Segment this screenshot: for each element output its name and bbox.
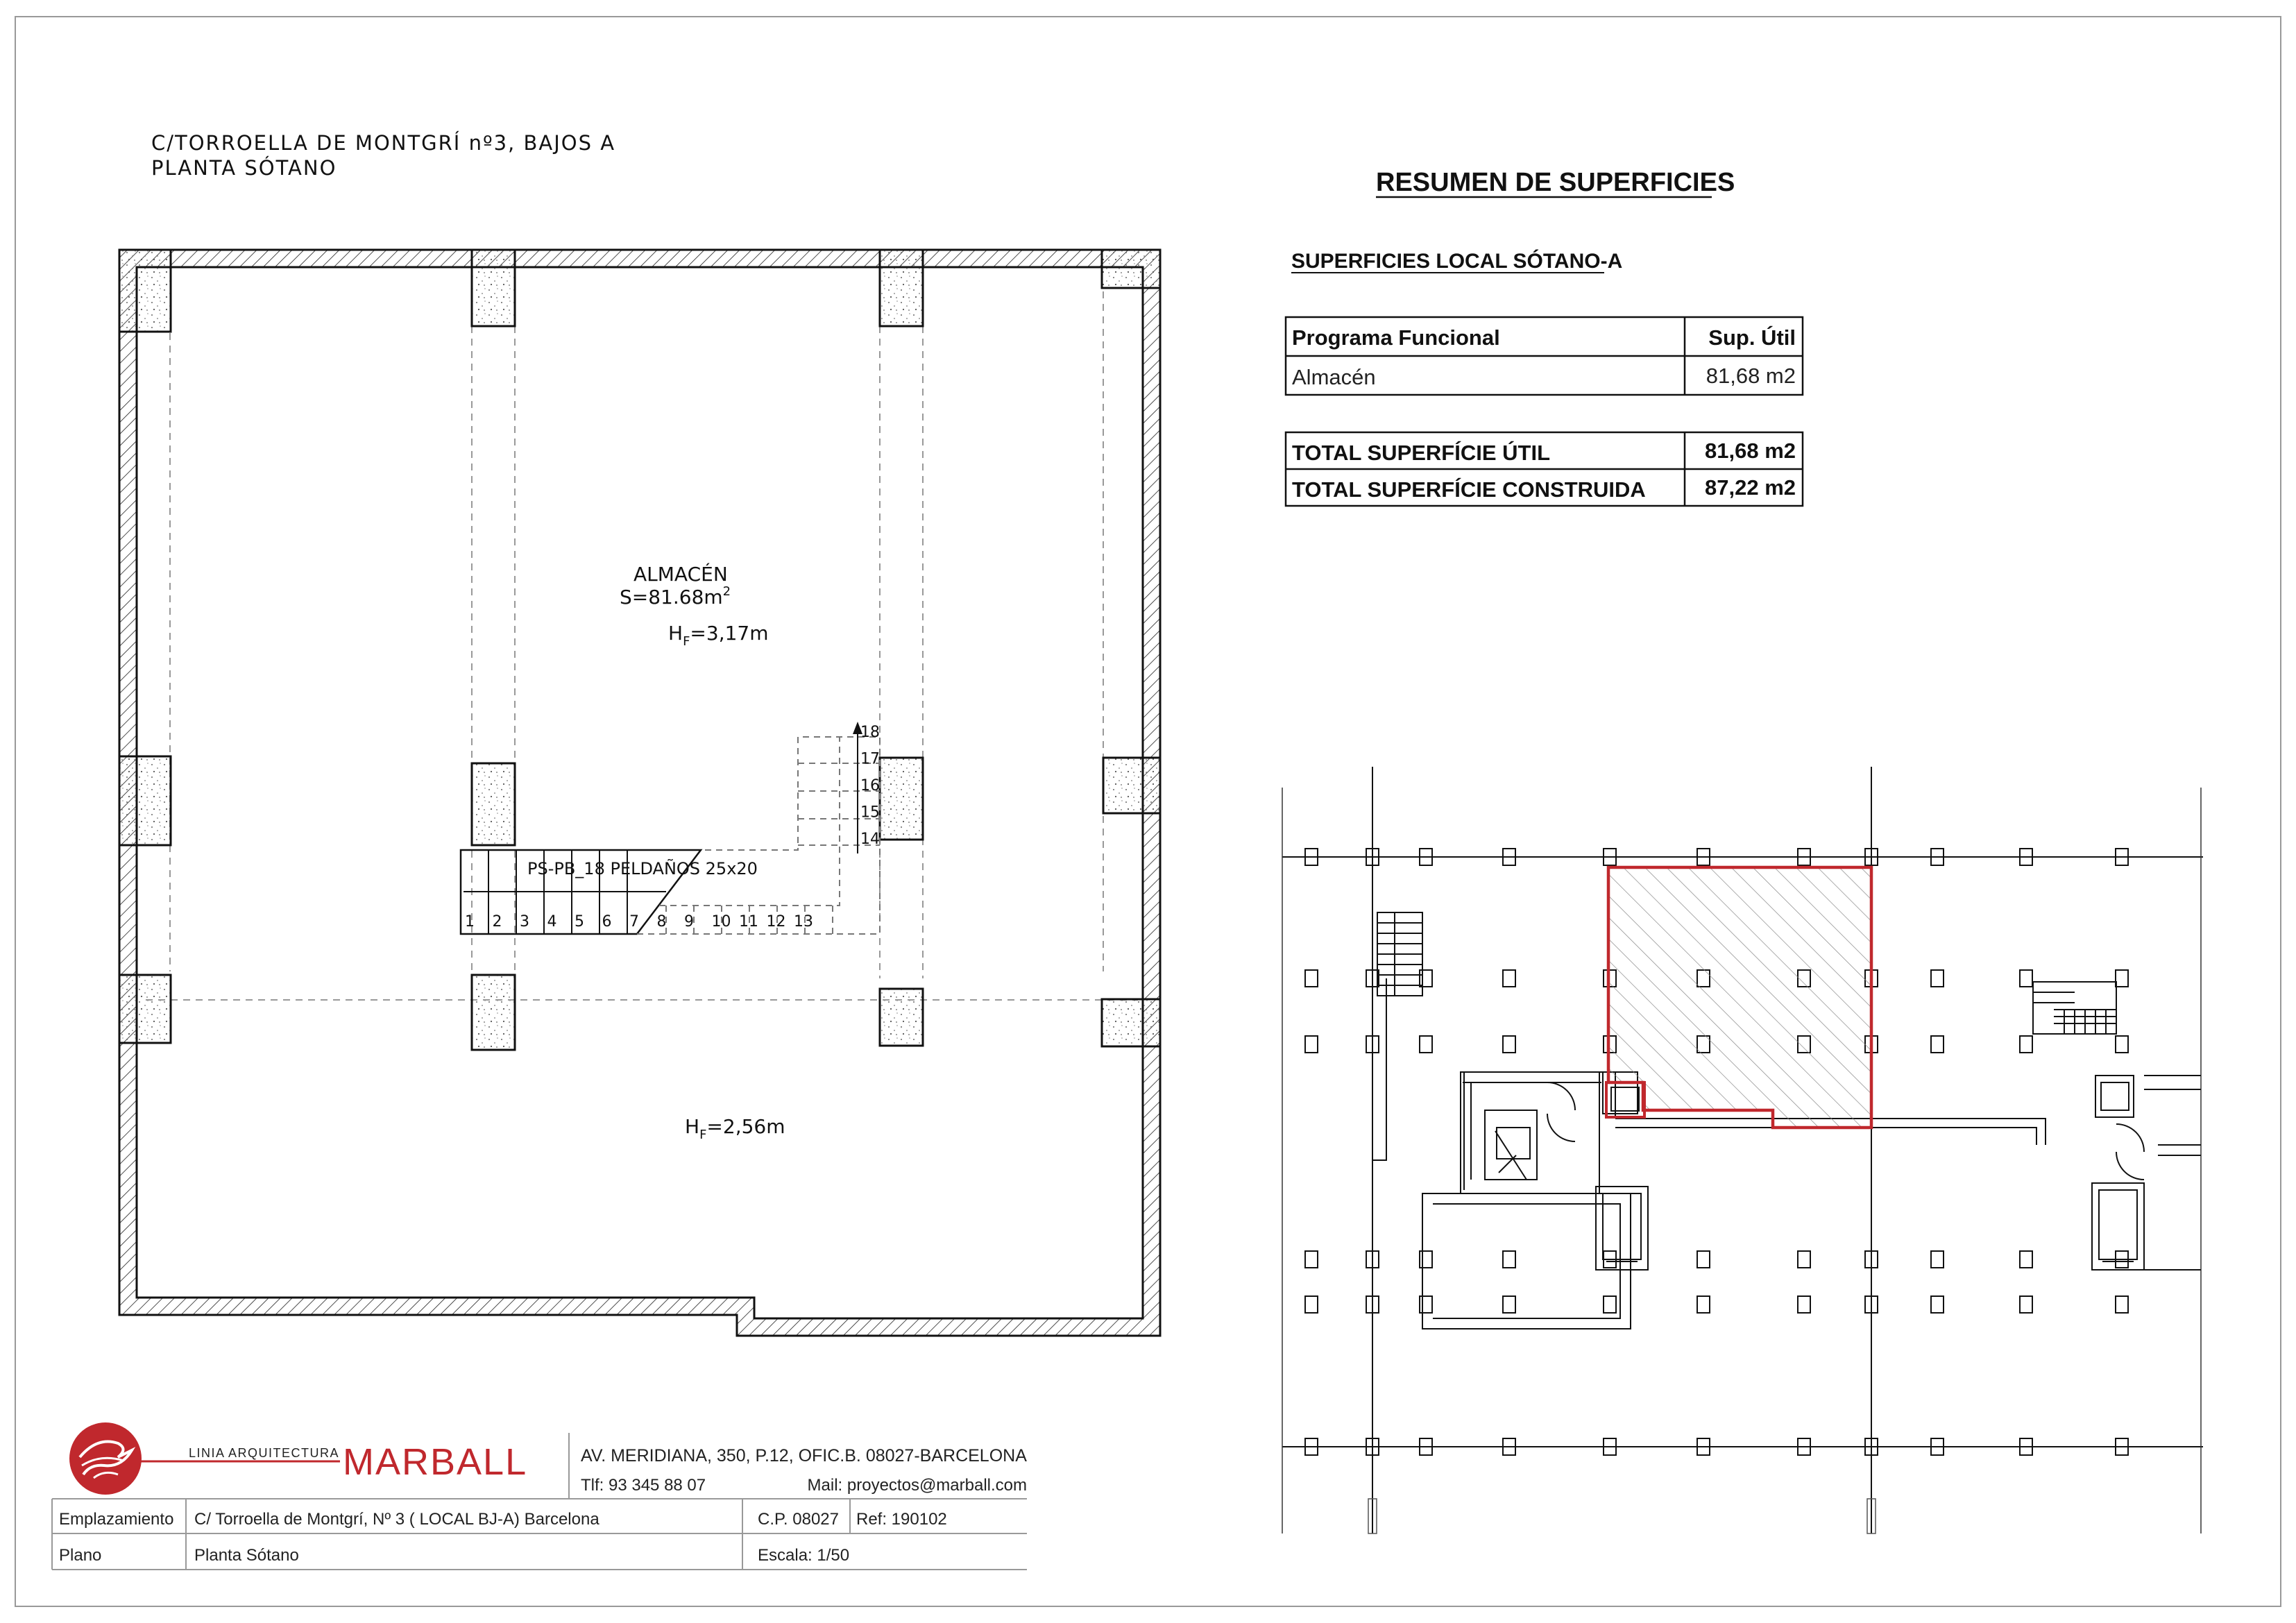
brand-small: LINIA ARQUITECTURA: [189, 1446, 340, 1460]
right-stair: [2033, 982, 2116, 1034]
row-program: Almacén: [1292, 365, 1376, 389]
key-plan-column: [1305, 1036, 1318, 1053]
column: [472, 250, 515, 326]
stair-step-number: 12: [766, 913, 786, 931]
col-program-header: Programa Funcional: [1292, 325, 1500, 350]
stair-step-numbers-side: [860, 724, 880, 848]
stair-step-number: 6: [602, 913, 612, 931]
total-util-value: 81,68 m2: [1705, 439, 1796, 463]
key-plan-column: [1503, 970, 1515, 987]
key-plan: [1282, 767, 2203, 1533]
room-height-upper: $H_F=3,17m$: [668, 622, 769, 649]
stair-label: PS-PB_18 PELDAÑOS 25x20: [527, 859, 758, 878]
room-name: ALMACÉN: [633, 563, 728, 586]
stair-step-numbers: [465, 913, 813, 931]
plano-label: Plano: [59, 1546, 102, 1565]
stair-step-number: 5: [575, 913, 584, 931]
stair-step-number: 16: [860, 777, 880, 794]
stair-hidden-flight: [637, 737, 880, 934]
total-built-label: TOTAL SUPERFÍCIE CONSTRUIDA: [1292, 477, 1646, 502]
column: [1103, 758, 1160, 813]
stair-step-number: 7: [629, 913, 639, 931]
left-stair: [1377, 912, 1422, 996]
key-plan-column: [1305, 970, 1318, 987]
key-plan-column: [1697, 1296, 1710, 1313]
stair-step-number: 13: [794, 913, 813, 931]
key-plan-column: [1931, 1036, 1944, 1053]
column: [880, 250, 923, 326]
key-plan-column: [2020, 970, 2032, 987]
column: [1102, 999, 1160, 1046]
column: [1102, 250, 1160, 288]
key-plan-column: [2116, 970, 2128, 987]
address-line: C/TORROELLA DE MONTGRÍ nº3, BAJOS A: [151, 131, 616, 155]
key-plan-column: [1798, 1296, 1810, 1313]
key-plan-column: [1420, 1251, 1432, 1268]
key-plan-column: [1798, 1251, 1810, 1268]
stair-step-number: 3: [520, 913, 529, 931]
stair-step-number: 2: [492, 913, 502, 931]
office-mail: Mail: proyectos@marball.com: [807, 1476, 1027, 1495]
area-summary: [1286, 168, 1803, 506]
column: [880, 989, 923, 1046]
column: [472, 763, 515, 845]
column: [119, 756, 171, 845]
stair-step-number: 9: [684, 913, 694, 931]
key-plan-column: [1420, 970, 1432, 987]
stair-step-number: 14: [860, 831, 880, 848]
stair-step-number: 18: [860, 724, 880, 741]
summary-title: RESUMEN DE SUPERFICIES: [1376, 168, 1735, 197]
stair-step-number: 17: [860, 750, 880, 768]
key-plan-column: [1697, 1251, 1710, 1268]
summary-subtitle: SUPERFICIES LOCAL SÓTANO-A: [1291, 250, 1623, 273]
stair: [461, 722, 880, 934]
beam-lines: [146, 291, 1138, 1000]
title-block: [52, 1422, 1027, 1570]
total-util-label: TOTAL SUPERFÍCIE ÚTIL: [1292, 441, 1551, 465]
column: [119, 250, 171, 332]
office-phone: Tlf: 93 345 88 07: [581, 1476, 706, 1495]
key-plan-column: [2020, 1251, 2032, 1268]
key-plan-column: [1503, 1251, 1515, 1268]
brand-name: MARBALL: [343, 1441, 528, 1483]
col-area-header: Sup. Útil: [1708, 325, 1796, 350]
key-plan-column: [1305, 1296, 1318, 1313]
floor-plan: [119, 131, 1160, 1336]
room-height-lower: $H_F=2,56m$: [685, 1115, 785, 1142]
postal-code: C.P. 08027: [758, 1510, 839, 1529]
room-area: $S=81.68m^2$: [620, 584, 731, 609]
highlighted-area: [1608, 867, 1871, 1128]
key-plan-column: [1503, 1036, 1515, 1053]
column: [880, 758, 923, 840]
key-plan-column: [2020, 1036, 2032, 1053]
key-plan-column: [1420, 1296, 1432, 1313]
column: [119, 975, 171, 1043]
key-plan-column: [1931, 1251, 1944, 1268]
key-plan-column: [2116, 1296, 2128, 1313]
stair-step-number: 4: [547, 913, 557, 931]
office-address: AV. MERIDIANA, 350, P.12, OFIC.B. 08027-BARCELONA: [581, 1446, 1027, 1465]
perimeter-wall: [119, 250, 1160, 1336]
emplazamiento-label: Emplazamiento: [59, 1510, 174, 1529]
plan-name: PLANTA SÓTANO: [151, 156, 337, 180]
reference: Ref: 190102: [856, 1510, 947, 1529]
key-plan-column: [1604, 1296, 1616, 1313]
key-plan-column: [1931, 1296, 1944, 1313]
emplazamiento-value: C/ Torroella de Montgrí, Nº 3 ( LOCAL BJ-A) Barcelona: [194, 1510, 599, 1529]
row-area: 81,68 m2: [1706, 364, 1796, 388]
right-core: [2092, 1076, 2201, 1270]
stair-step-number: 10: [711, 913, 731, 931]
key-plan-column: [2116, 1036, 2128, 1053]
key-plan-column: [1503, 1296, 1515, 1313]
key-plan-column: [1420, 1036, 1432, 1053]
plano-value: Planta Sótano: [194, 1546, 299, 1565]
marball-logo-icon: [69, 1422, 142, 1495]
key-plan-column: [1931, 970, 1944, 987]
stair-step-number: 11: [739, 913, 758, 931]
stair-step-number: 15: [860, 804, 880, 822]
column: [472, 975, 515, 1050]
key-plan-column: [1305, 1251, 1318, 1268]
stair-step-number: 8: [656, 913, 667, 931]
key-plan-column: [2020, 1296, 2032, 1313]
stair-step-number: 1: [465, 913, 475, 931]
total-built-value: 87,22 m2: [1705, 475, 1796, 500]
scale: Escala: 1/50: [758, 1546, 850, 1565]
